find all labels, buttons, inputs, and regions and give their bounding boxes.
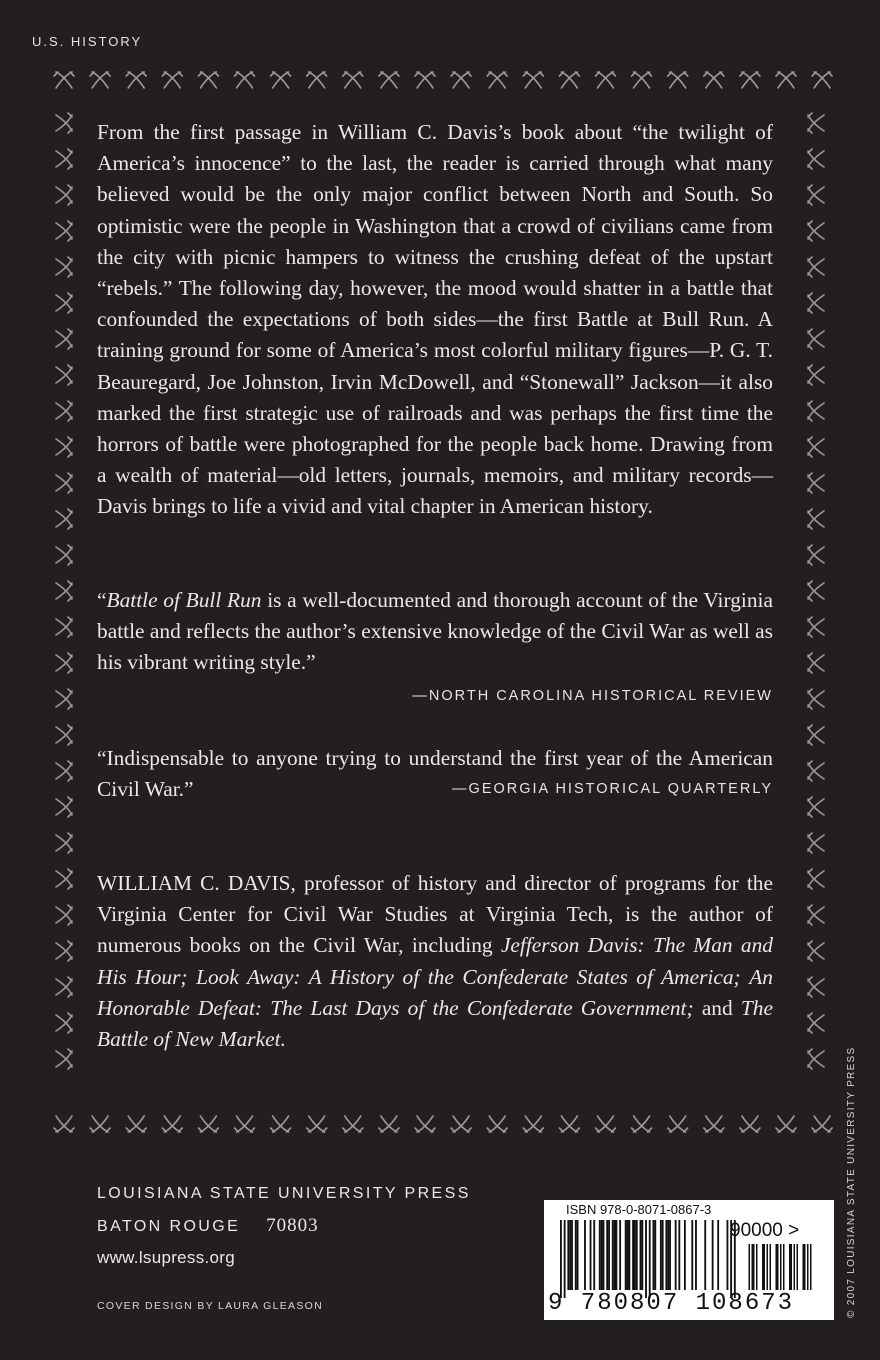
copyright-notice: © 2007 LOUISIANA STATE UNIVERSITY PRESS <box>846 1046 857 1318</box>
review-source-1: —NORTH CAROLINA HISTORICAL REVIEW <box>412 688 773 704</box>
crossed-sabers-icon <box>808 869 824 889</box>
barcode-bar <box>634 1220 636 1290</box>
barcode-bar <box>603 1220 605 1290</box>
barcode-bar <box>625 1220 627 1290</box>
barcode-bar <box>649 1220 651 1298</box>
crossed-sabers-icon <box>808 905 824 925</box>
quote-open-mark: “ <box>97 588 107 612</box>
crossed-sabers-icon <box>487 72 507 88</box>
crossed-sabers-icon <box>668 1116 688 1132</box>
crossed-sabers-icon <box>415 1116 435 1132</box>
crossed-sabers-icon <box>56 977 72 997</box>
review-quote-1 <box>97 585 773 679</box>
barcode-bar <box>704 1220 706 1290</box>
barcode-bar <box>606 1220 608 1290</box>
crossed-sabers-icon <box>56 365 72 385</box>
crossed-sabers-icon <box>808 113 824 133</box>
crossed-sabers-icon <box>343 1116 363 1132</box>
crossed-sabers-icon <box>487 1116 507 1132</box>
crossed-sabers-icon <box>235 72 255 88</box>
barcode-bar <box>691 1220 693 1290</box>
crossed-sabers-icon <box>126 1116 146 1132</box>
crossed-sabers-icon <box>56 1049 72 1069</box>
crossed-sabers-icon <box>808 401 824 421</box>
barcode-bar <box>749 1244 751 1290</box>
barcode-bar <box>756 1244 758 1290</box>
barcode-bar <box>695 1220 697 1290</box>
crossed-sabers-icon <box>559 1116 579 1132</box>
crossed-sabers-icon <box>56 437 72 457</box>
crossed-sabers-icon <box>596 72 616 88</box>
crossed-sabers-icon <box>90 1116 110 1132</box>
crossed-sabers-icon <box>808 617 824 637</box>
barcode-bar <box>712 1220 714 1290</box>
crossed-sabers-icon <box>379 72 399 88</box>
barcode-bar <box>567 1220 569 1290</box>
barcode-bar <box>684 1220 686 1290</box>
crossed-sabers-icon <box>808 1013 824 1033</box>
barcode-bar <box>762 1244 764 1290</box>
review-quote-text: is a well-documented and thorough account of the Virginia battle and reflects the author’s extensive knowledge of the Civil War as well as his vibrant writing style.” <box>97 588 773 675</box>
barcode-bar <box>794 1244 796 1290</box>
barcode-bar <box>752 1244 754 1290</box>
barcode-bar <box>776 1244 778 1290</box>
crossed-sabers-icon <box>808 1049 824 1069</box>
crossed-sabers-icon <box>56 329 72 349</box>
crossed-sabers-icon <box>451 1116 471 1132</box>
barcode-bar <box>770 1244 772 1290</box>
book-title-2: Look Away: A History of the Confederate States of America; <box>196 964 741 989</box>
crossed-sabers-icon <box>56 905 72 925</box>
book-description <box>97 117 773 523</box>
crossed-sabers-icon <box>776 1116 796 1132</box>
crossed-sabers-icon <box>162 1116 182 1132</box>
barcode-bar <box>675 1220 677 1290</box>
crossed-sabers-icon <box>668 72 688 88</box>
description-text: From the first passage in William C. Davis’s book about “the twilight of America’s innocence” to the last, the reader is carried through what many believed would be the only major conflict between North and South. So optimistic were the people in Washington that a crowd of civilians came from the city with picnic hampers to witness the crushing defeat of the upstart “rebels.” The following day, however, the mood would shatter in a battle that confounded the expectations of both sides—the first Battle at Bull Run. A training ground for some of America’s most colorful military figures—P. G. T. Beauregard, Joe Johnston, Irvin McDowell, and “Stonewall” Jackson—it also marked the first strategic use of railroads and was perhaps the first time the horrors of battle were photographed for the people back home. Drawing from a wealth of material—old letters, journals, memoirs, and military records—Davis brings to life a vivid and vital chapter in American history. <box>97 120 773 519</box>
crossed-sabers-icon <box>198 72 218 88</box>
barcode-bar <box>791 1244 793 1290</box>
barcode-bar <box>667 1220 669 1290</box>
crossed-sabers-icon <box>808 725 824 745</box>
bio-text: , professor of history and director of programs for the Virginia Center for Civil War Studies at Virginia Tech, is the author of numerous books on the Civil War, including <box>97 871 773 958</box>
crossed-sabers-icon <box>704 1116 724 1132</box>
barcode-bar <box>619 1220 621 1290</box>
barcode-bar <box>641 1220 643 1290</box>
barcode-bar <box>810 1244 812 1290</box>
crossed-sabers-icon <box>808 185 824 205</box>
barcode-bar <box>767 1244 769 1290</box>
review-source-2: —GEORGIA HISTORICAL QUARTERLY <box>452 781 773 797</box>
barcode-bar <box>593 1220 595 1290</box>
crossed-sabers-icon <box>56 149 72 169</box>
barcode-bar <box>717 1220 719 1290</box>
barcode-bar <box>571 1220 573 1290</box>
publisher-city: BATON ROUGE <box>97 1218 241 1235</box>
barcode-bar <box>590 1220 592 1290</box>
crossed-sabers-icon <box>415 72 435 88</box>
isbn-barcode <box>544 1200 834 1320</box>
crossed-sabers-icon <box>523 72 543 88</box>
crossed-sabers-icon <box>808 761 824 781</box>
price-code: 90000 > <box>730 1220 800 1241</box>
crossed-sabers-icon <box>162 72 182 88</box>
crossed-sabers-icon <box>56 653 72 673</box>
book-title-4: The Battle of New Market. <box>97 995 773 1052</box>
crossed-sabers-icon <box>808 941 824 961</box>
barcode-bar <box>660 1220 662 1290</box>
barcode-bar <box>601 1220 603 1290</box>
barcode-bar <box>608 1220 610 1290</box>
crossed-sabers-icon <box>56 401 72 421</box>
crossed-sabers-icon <box>379 1116 399 1132</box>
author-name: WILLIAM C. DAVIS <box>97 871 291 895</box>
crossed-sabers-icon <box>56 113 72 133</box>
crossed-sabers-icon <box>307 72 327 88</box>
crossed-sabers-icon <box>90 72 110 88</box>
barcode-bar <box>632 1220 634 1290</box>
crossed-sabers-icon <box>808 365 824 385</box>
crossed-sabers-icon <box>808 833 824 853</box>
cover-design-credit: COVER DESIGN BY LAURA GLEASON <box>97 1300 323 1312</box>
crossed-sabers-icon <box>126 72 146 88</box>
barcode-bar <box>584 1220 586 1290</box>
crossed-sabers-icon <box>343 72 363 88</box>
crossed-sabers-icon <box>198 1116 218 1132</box>
crossed-sabers-icon <box>808 329 824 349</box>
crossed-sabers-icon <box>56 689 72 709</box>
crossed-sabers-icon <box>271 72 291 88</box>
barcode-bar <box>662 1220 664 1290</box>
crossed-sabers-icon <box>56 725 72 745</box>
barcode-bar <box>599 1220 601 1290</box>
isbn-number: ISBN 978-0-8071-0867-3 <box>566 1202 712 1217</box>
crossed-sabers-icon <box>812 72 832 88</box>
barcode-bar <box>654 1220 656 1290</box>
barcode-bar <box>636 1220 638 1290</box>
crossed-sabers-icon <box>56 473 72 493</box>
barcode-bar <box>727 1220 729 1290</box>
crossed-sabers-icon <box>808 545 824 565</box>
crossed-sabers-icon <box>56 509 72 529</box>
crossed-sabers-icon <box>307 1116 327 1132</box>
crossed-sabers-icon <box>56 869 72 889</box>
publisher-url: www.lsupress.org <box>97 1248 236 1267</box>
barcode-bar <box>577 1220 579 1290</box>
crossed-sabers-icon <box>56 797 72 817</box>
crossed-sabers-icon <box>632 72 652 88</box>
crossed-sabers-icon <box>56 545 72 565</box>
barcode-bar <box>628 1220 630 1290</box>
crossed-sabers-icon <box>56 581 72 601</box>
crossed-sabers-icon <box>56 941 72 961</box>
barcode-bar <box>780 1244 782 1290</box>
barcode-bar <box>653 1220 655 1290</box>
barcode-bar <box>627 1220 629 1290</box>
barcode-bar <box>564 1220 566 1298</box>
crossed-sabers-icon <box>56 617 72 637</box>
barcode-digits: 9 780807 108673 <box>548 1290 795 1317</box>
book-title-3: An Honorable Defeat: The Last Days of the Confederate Government; <box>97 964 773 1020</box>
barcode-bar <box>807 1244 809 1290</box>
crossed-sabers-icon <box>704 72 724 88</box>
crossed-sabers-icon <box>808 977 824 997</box>
barcode-bar <box>665 1220 667 1290</box>
crossed-sabers-icon <box>56 761 72 781</box>
barcode-bar <box>789 1244 791 1290</box>
crossed-sabers-icon <box>808 257 824 277</box>
crossed-sabers-icon <box>54 1116 74 1132</box>
review-quote-text: “Indispensable to anyone trying to understand the first year of the American Civil War.” <box>97 746 773 802</box>
crossed-sabers-icon <box>808 437 824 457</box>
crossed-sabers-icon <box>808 509 824 529</box>
barcode-bar <box>764 1244 766 1290</box>
crossed-sabers-icon <box>808 689 824 709</box>
crossed-sabers-icon <box>54 72 74 88</box>
category-label: U.S. HISTORY <box>32 34 143 49</box>
quoted-book-title: Battle of Bull Run <box>106 588 262 612</box>
barcode-bar <box>783 1244 785 1290</box>
crossed-sabers-icon <box>523 1116 543 1132</box>
crossed-sabers-icon <box>56 221 72 241</box>
crossed-sabers-icon <box>56 293 72 313</box>
barcode-bar <box>797 1244 799 1290</box>
crossed-sabers-icon <box>808 473 824 493</box>
barcode-bar <box>569 1220 571 1290</box>
barcode-bar <box>616 1220 618 1290</box>
crossed-sabers-icon <box>808 221 824 241</box>
crossed-sabers-icon <box>271 1116 291 1132</box>
barcode-bar <box>777 1244 779 1290</box>
publisher-block <box>97 1178 471 1273</box>
crossed-sabers-icon <box>776 72 796 88</box>
crossed-sabers-icon <box>56 833 72 853</box>
publisher-zip: 70803 <box>266 1215 319 1236</box>
barcode-bar <box>575 1220 577 1290</box>
crossed-sabers-icon <box>56 257 72 277</box>
crossed-sabers-icon <box>559 72 579 88</box>
crossed-sabers-icon <box>808 149 824 169</box>
barcode-bar <box>803 1244 805 1290</box>
crossed-sabers-icon <box>56 185 72 205</box>
crossed-sabers-icon <box>808 293 824 313</box>
barcode-bar <box>560 1220 562 1298</box>
book-title-1: Jefferson Davis: The Man and His Hour; <box>97 933 773 989</box>
barcode-bar <box>678 1220 680 1290</box>
barcode-bar <box>804 1244 806 1290</box>
barcode-bar <box>645 1220 647 1298</box>
crossed-sabers-icon <box>235 1116 255 1132</box>
author-bio: WILLIAM C. DAVIS, professor of history and director of programs for the Virginia Center for Civil War Studies at Virginia Tech, is the author of numerous books on the Civil War, including Jefferson Davis: The Man and His Hour; Look Away: A History of the Confederate States of America; An Honorable Defeat: The Last Days of the Confederate Government; and The Battle of New Market. <box>97 871 773 1052</box>
crossed-sabers-icon <box>808 797 824 817</box>
publisher-name: LOUISIANA STATE UNIVERSITY PRESS <box>97 1185 471 1202</box>
barcode-bar <box>640 1220 642 1290</box>
crossed-sabers-icon <box>740 72 760 88</box>
barcode-bar <box>612 1220 614 1290</box>
crossed-sabers-icon <box>812 1116 832 1132</box>
crossed-sabers-icon <box>808 653 824 673</box>
crossed-sabers-icon <box>632 1116 652 1132</box>
crossed-sabers-icon <box>451 72 471 88</box>
crossed-sabers-icon <box>56 1013 72 1033</box>
barcode-bar <box>753 1244 755 1290</box>
barcode-bar <box>614 1220 616 1290</box>
crossed-sabers-icon <box>740 1116 760 1132</box>
crossed-sabers-icon <box>596 1116 616 1132</box>
barcode-bar <box>669 1220 671 1290</box>
crossed-sabers-icon <box>808 581 824 601</box>
